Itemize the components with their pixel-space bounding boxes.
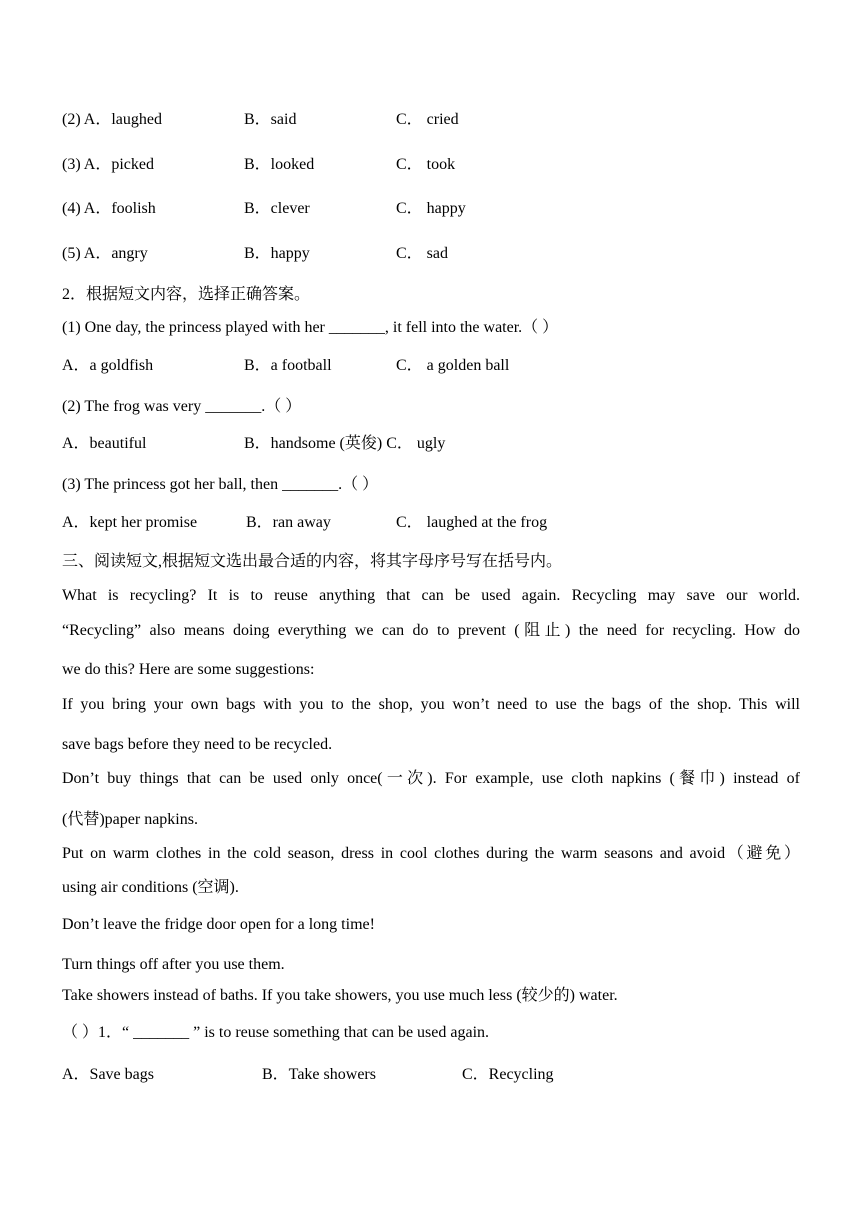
option-b: B．clever: [244, 200, 310, 217]
part3-heading: 三、阅读短文,根据短文选出最合适的内容，将其字母序号写在括号内。: [62, 553, 563, 570]
part3-question-1: （ ）1．“ _______ ” is to reuse something that can be used again.: [62, 1024, 490, 1041]
option-b: B．said: [244, 111, 297, 128]
part3-q1-option-c: C．Recycling: [462, 1066, 554, 1083]
passage-line: “Recycling” also means doing everything we can do to prevent (阻止) the need for recycling. How do: [62, 622, 800, 639]
part2-q3-option-c: C． laughed at the frog: [396, 514, 548, 531]
option-c: C． took: [396, 156, 456, 173]
option-a: (5) A．angry: [62, 245, 148, 262]
passage-line: we do this? Here are some suggestions:: [62, 661, 315, 678]
part2-q2-option-b-c: B．handsome (英俊) C． ugly: [244, 435, 446, 452]
part3-q1-option-b: B．Take showers: [262, 1066, 376, 1083]
part2-q1-option-b: B．a football: [244, 357, 332, 374]
part2-q2-option-a: A．beautiful: [62, 435, 147, 452]
option-a: (3) A．picked: [62, 156, 154, 173]
passage-line: using air conditions (空调).: [62, 879, 239, 896]
passage-line: Don’t leave the fridge door open for a long time!: [62, 916, 375, 933]
part2-question-2: (2) The frog was very _______.（ ）: [62, 398, 302, 415]
passage-line: What is recycling? It is to reuse anything that can be used again. Recycling may save our world.: [62, 587, 800, 604]
part2-question-3: (3) The princess got her ball, then _______.（ ）: [62, 476, 379, 493]
option-c: C． sad: [396, 245, 449, 262]
option-a: (2) A．laughed: [62, 111, 162, 128]
part2-heading: 2．根据短文内容，选择正确答案。: [62, 286, 311, 303]
part2-q1-option-c: C． a golden ball: [396, 357, 510, 374]
option-c: C． cried: [396, 111, 459, 128]
passage-line: save bags before they need to be recycled.: [62, 736, 333, 753]
passage-line: Take showers instead of baths. If you take showers, you use much less (较少的) water.: [62, 987, 618, 1004]
part2-q1-option-a: A．a goldfish: [62, 357, 154, 374]
passage-line: Put on warm clothes in the cold season, dress in cool clothes during the warm seasons and avoid（避免）: [62, 845, 800, 862]
part3-q1-option-a: A．Save bags: [62, 1066, 154, 1083]
option-c: C． happy: [396, 200, 466, 217]
option-a: (4) A．foolish: [62, 200, 156, 217]
passage-line: (代替)paper napkins.: [62, 811, 198, 828]
part2-q3-option-a: A．kept her promise: [62, 514, 198, 531]
passage-line: Turn things off after you use them.: [62, 956, 285, 973]
option-b: B．looked: [244, 156, 315, 173]
part2-q3-option-b: B．ran away: [246, 514, 331, 531]
passage-line: Don’t buy things that can be used only once(一次). For example, use cloth napkins (餐巾) instead of: [62, 770, 800, 787]
passage-line: If you bring your own bags with you to the shop, you won’t need to use the bags of the shop. This will: [62, 696, 800, 713]
part2-question-1: (1) One day, the princess played with her _______, it fell into the water.（ ）: [62, 319, 559, 336]
option-b: B．happy: [244, 245, 310, 262]
